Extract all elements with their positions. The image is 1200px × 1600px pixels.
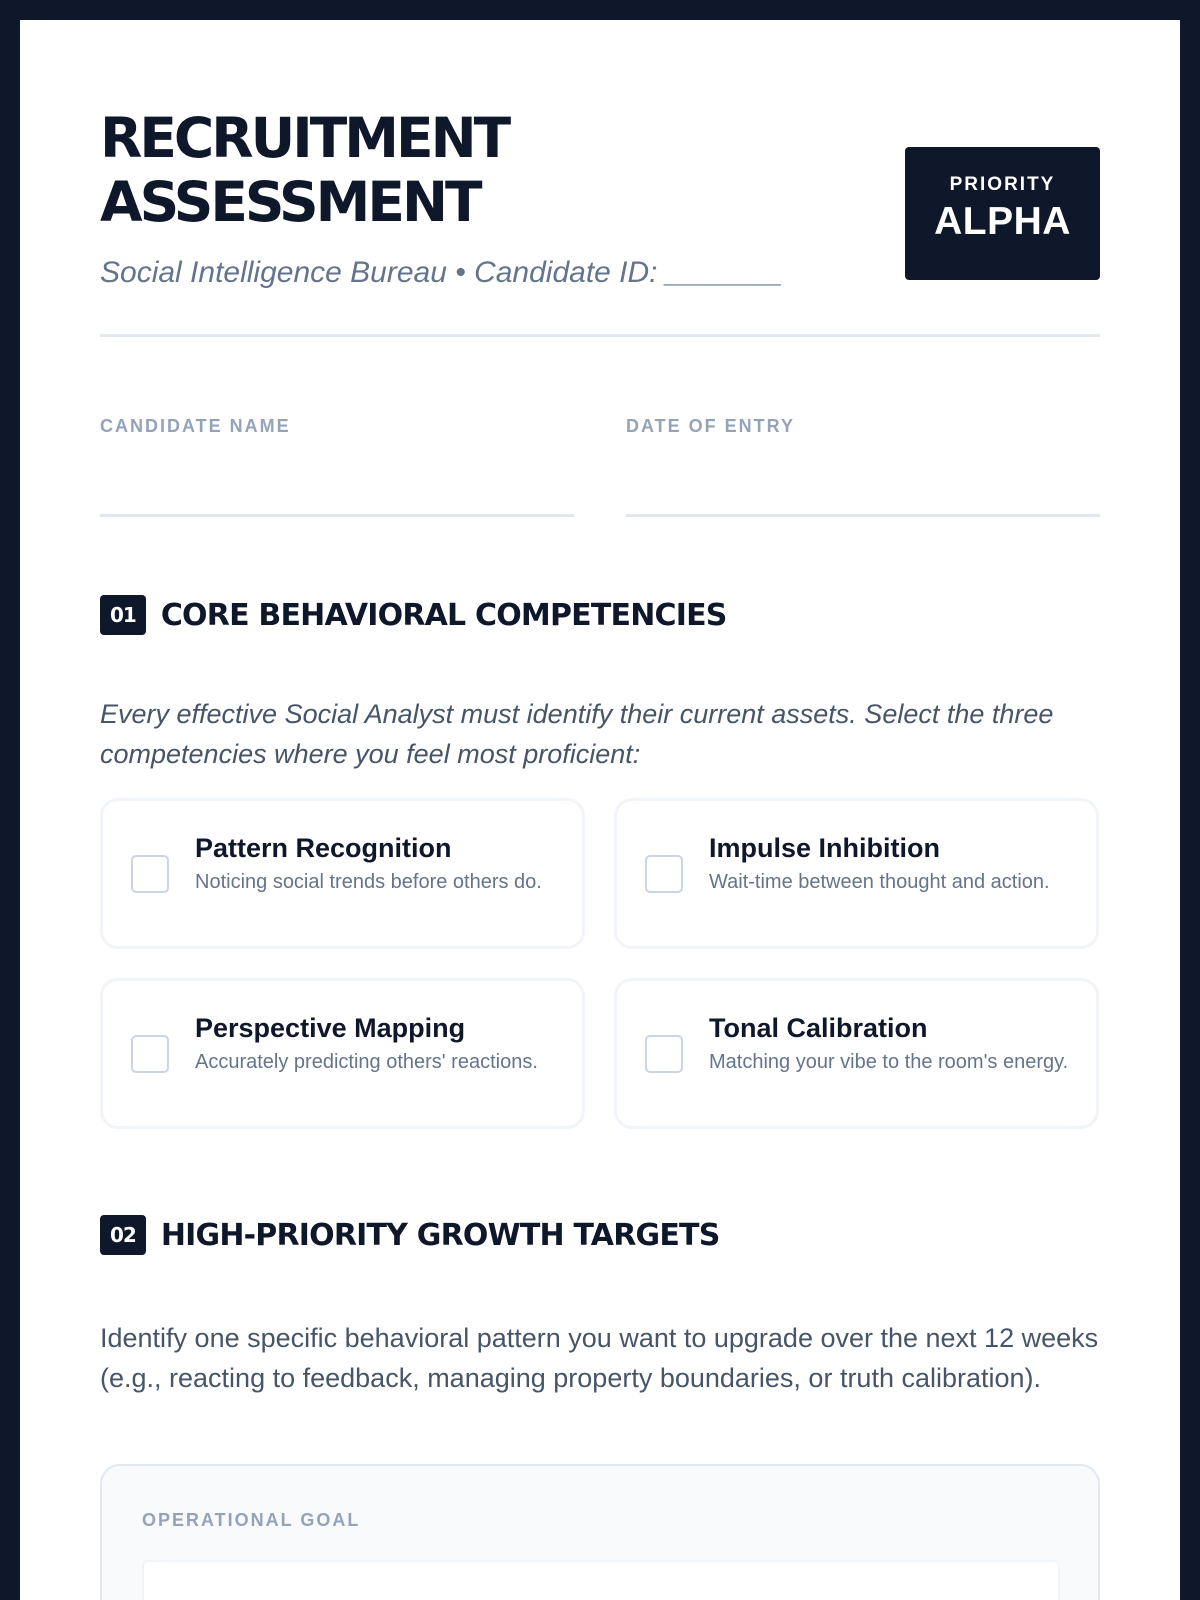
operational-goal-input[interactable] bbox=[142, 1560, 1060, 1600]
page-title bbox=[100, 106, 508, 234]
section-title: HIGH-PRIORITY GROWTH TARGETS bbox=[160, 1217, 720, 1253]
operational-goal-label: OPERATIONAL GOAL bbox=[142, 1510, 361, 1530]
date-of-entry-line[interactable] bbox=[626, 514, 1100, 517]
competency-card-impulse-inhibition[interactable] bbox=[614, 798, 1099, 949]
competency-description: Accurately predicting others' reactions. bbox=[195, 1051, 538, 1073]
candidate-name-label: CANDIDATE NAME bbox=[100, 416, 291, 436]
priority-label: PRIORITY bbox=[949, 174, 1056, 195]
competency-checkbox[interactable] bbox=[645, 855, 683, 893]
competency-title: Pattern Recognition bbox=[195, 833, 452, 863]
assessment-form bbox=[20, 20, 1180, 1600]
page-title-line-1: RECRUITMENT bbox=[100, 106, 509, 170]
competency-card-tonal-calibration[interactable] bbox=[614, 978, 1099, 1129]
competency-checkbox[interactable] bbox=[131, 1035, 169, 1073]
competency-checkbox[interactable] bbox=[131, 855, 169, 893]
competency-checkbox[interactable] bbox=[645, 1035, 683, 1073]
competency-title: Impulse Inhibition bbox=[709, 833, 940, 863]
competency-description: Wait-time between thought and action. bbox=[709, 871, 1050, 893]
candidate-name-line[interactable] bbox=[100, 514, 574, 517]
priority-value: ALPHA bbox=[934, 200, 1071, 243]
competency-card-perspective-mapping[interactable] bbox=[100, 978, 585, 1129]
competency-description: Noticing social trends before others do. bbox=[195, 871, 542, 893]
section-1-intro: Every effective Social Analyst must identify their current assets. Select the three competencies where you feel most proficient: bbox=[100, 699, 1054, 769]
operational-goal-panel bbox=[100, 1464, 1100, 1600]
date-of-entry-field[interactable] bbox=[626, 416, 1100, 437]
candidate-name-field[interactable] bbox=[100, 416, 574, 437]
section-number-badge: 02 bbox=[100, 1215, 146, 1255]
section-2-heading bbox=[100, 1214, 720, 1256]
competency-card-pattern-recognition[interactable] bbox=[100, 798, 585, 949]
section-1-heading bbox=[100, 594, 727, 636]
priority-badge bbox=[905, 147, 1100, 280]
page-title-line-2: ASSESSMENT bbox=[100, 170, 480, 234]
page-subtitle: Social Intelligence Bureau • Candidate ID: _______ bbox=[100, 256, 783, 289]
date-of-entry-label: DATE OF ENTRY bbox=[626, 416, 795, 436]
header-divider bbox=[100, 334, 1100, 337]
section-2-instructions: Identify one specific behavioral pattern you want to upgrade over the next 12 weeks (e.g., reacting to feedback, managing property boundaries, or truth calibration). bbox=[100, 1323, 1099, 1393]
competency-description: Matching your vibe to the room's energy. bbox=[709, 1051, 1069, 1073]
section-title: CORE BEHAVIORAL COMPETENCIES bbox=[160, 597, 727, 633]
section-number-badge: 01 bbox=[100, 595, 146, 635]
competency-title: Perspective Mapping bbox=[195, 1013, 466, 1043]
competency-title: Tonal Calibration bbox=[709, 1013, 928, 1043]
